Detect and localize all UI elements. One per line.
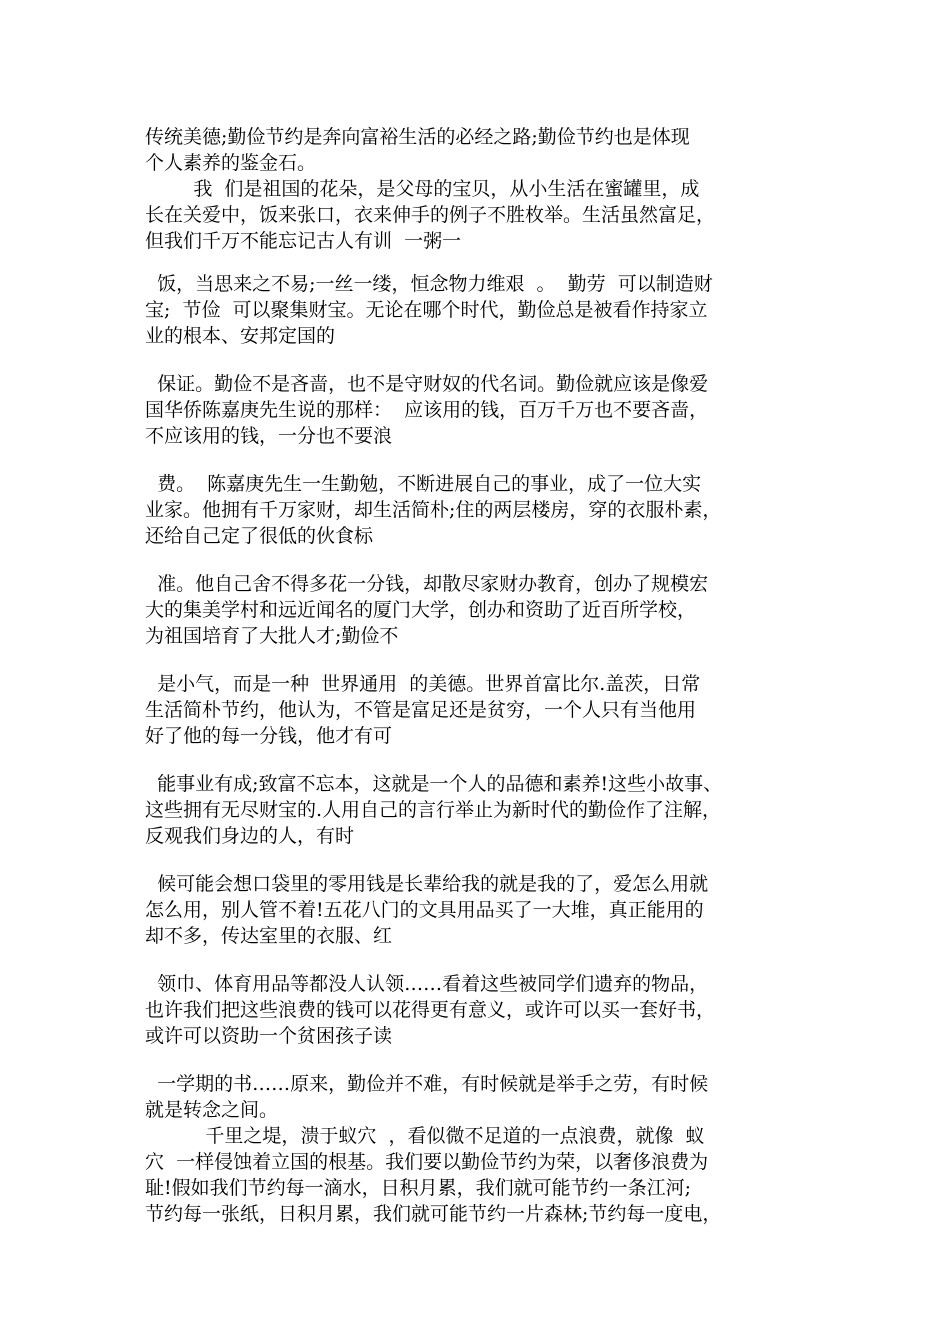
- text-line: 一学期的书……原来，勤俭并不难，有时候就是举手之劳，有时候: [145, 1073, 709, 1095]
- text-line: 怎么用，别人管不着!五花八门的文具用品买了一大堆，真正能用的: [145, 899, 704, 921]
- text-line: 是小气，而是一种 世界通用 的美德。世界首富比尔.盖茨，日常: [145, 673, 701, 695]
- text-line: 饭，当思来之不易;一丝一缕，恒念物力维艰 。 勤劳 可以制造财: [145, 273, 713, 295]
- text-line: 但我们千万不能忘记古人有训 一粥一: [145, 230, 462, 252]
- text-line: 准。他自己舍不得多花一分钱，却散尽家财办教育，创办了规模宏: [145, 573, 709, 595]
- text-line: 为祖国培育了大批人才;勤俭不: [145, 625, 399, 647]
- text-line: 保证。勤俭不是吝啬，也不是守财奴的代名词。勤俭就应该是像爱: [145, 373, 709, 395]
- text-line: 能事业有成;致富不忘本，这就是一个人的品德和素养!这些小故事、: [145, 773, 723, 795]
- text-line: 千里之堤，溃于蚁穴 ，看似微不足道的一点浪费，就像 蚁: [145, 1125, 705, 1147]
- text-line: 也许我们把这些浪费的钱可以花得更有意义，或许可以买一套好书，: [145, 999, 716, 1021]
- text-line: 好了他的每一分钱，他才有可: [145, 725, 393, 747]
- text-line: 长在关爱中，饭来张口，衣来伸手的例子不胜枚举。生活虽然富足，: [145, 204, 716, 226]
- text-line: 却不多，传达室里的衣服、红: [145, 925, 393, 947]
- text-line: 业的根本、安邦定国的: [145, 325, 336, 347]
- text-line: 节约每一张纸，日积月累，我们就可能节约一片森林;节约每一度电，: [145, 1203, 722, 1225]
- text-line: 传统美德;勤俭节约是奔向富裕生活的必经之路;勤俭节约也是体现: [145, 126, 690, 148]
- text-line: 个人素养的鉴金石。: [145, 152, 317, 174]
- text-line: 领巾、体育用品等都没人认领……看着这些被同学们遗弃的物品，: [145, 973, 709, 995]
- text-line: 不应该用的钱，一分也不要浪: [145, 425, 393, 447]
- text-line: 就是转念之间。: [145, 1099, 279, 1121]
- text-line: 费。 陈嘉庚先生一生勤勉，不断进展自己的事业，成了一位大实: [145, 473, 702, 495]
- text-line: 还给自己定了很低的伙食标: [145, 525, 374, 547]
- text-line: 大的集美学村和远近闻名的厦门大学，创办和资助了近百所学校，: [145, 599, 697, 621]
- text-line: 这些拥有无尽财宝的.人用自己的言行举止为新时代的勤俭作了注解，: [145, 799, 722, 821]
- text-line: 反观我们身边的人，有时: [145, 825, 355, 847]
- text-line: 耻!假如我们节约每一滴水，日积月累，我们就可能节约一条江河;: [145, 1177, 692, 1199]
- text-line: 宝; 节俭 可以聚集财宝。无论在哪个时代，勤俭总是被看作持家立: [145, 299, 708, 321]
- text-line: 生活简朴节约，他认为，不管是富足还是贫穷，一个人只有当他用: [145, 699, 697, 721]
- text-line: 或许可以资助一个贫困孩子读: [145, 1025, 393, 1047]
- text-line: 候可能会想口袋里的零用钱是长辈给我的就是我的了，爱怎么用就: [145, 873, 709, 895]
- text-line: 穴 一样侵蚀着立国的根基。我们要以勤俭节约为荣，以奢侈浪费为: [145, 1151, 709, 1173]
- text-line: 国华侨陈嘉庚先生说的那样： 应该用的钱，百万千万也不要吝啬，: [145, 399, 709, 421]
- text-line: 我 们是祖国的花朵，是父母的宝贝，从小生活在蜜罐里，成: [145, 178, 700, 200]
- text-line: 业家。他拥有千万家财，却生活简朴;住的两层楼房，穿的衣服朴素，: [145, 499, 722, 521]
